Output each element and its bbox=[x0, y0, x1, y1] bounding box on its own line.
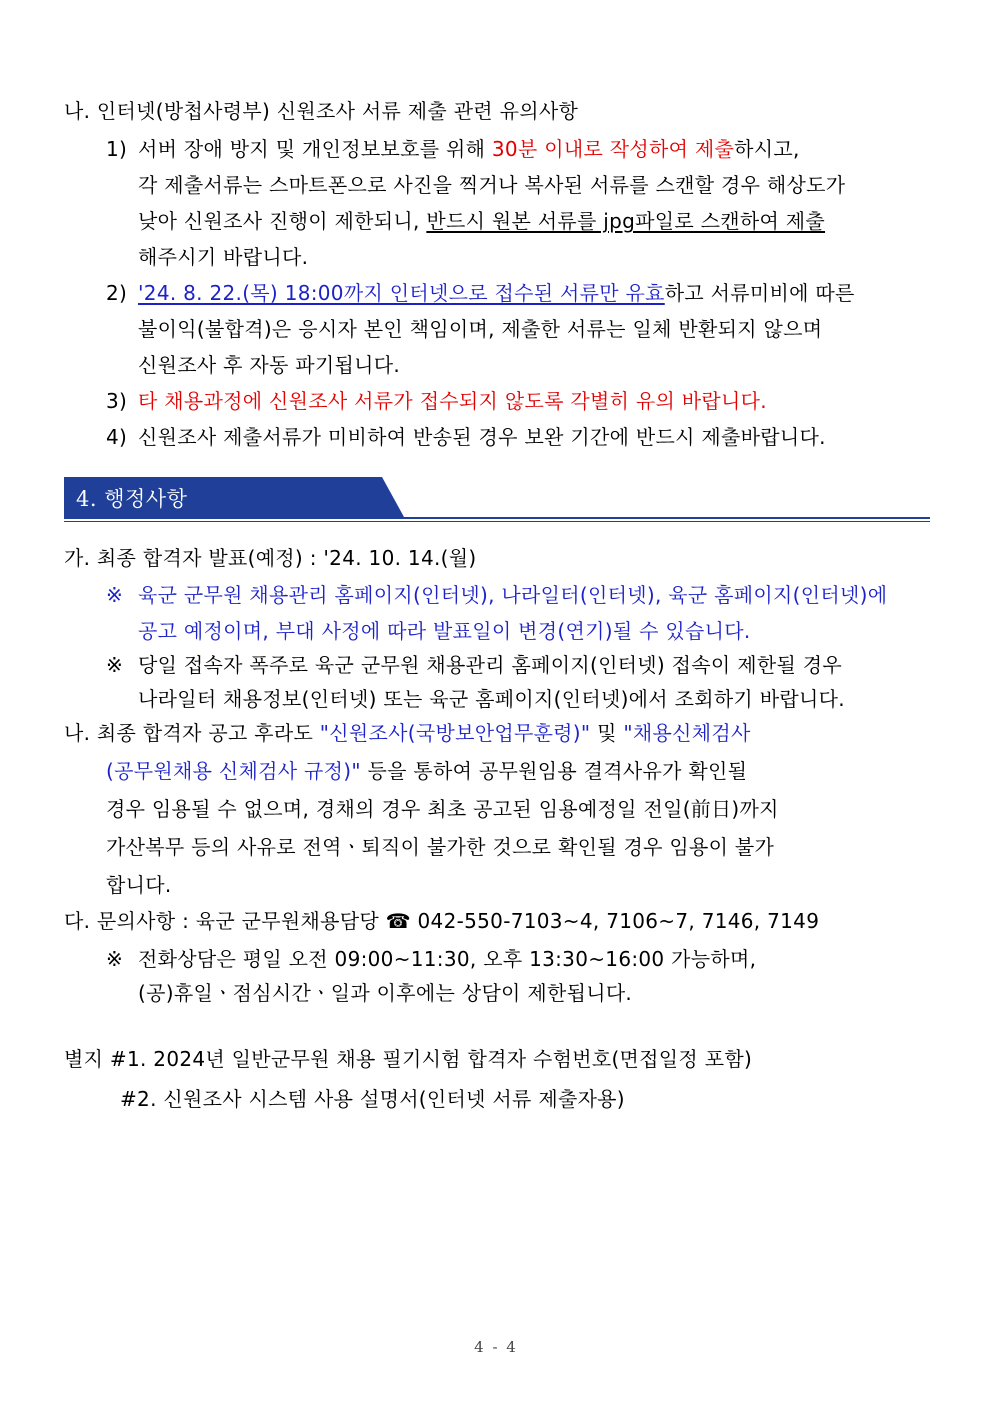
na-line2 bbox=[106, 758, 747, 784]
item1-underlined-jpg-instruction: 반드시 원본 서류를 jpg파일로 스캔하여 제출 bbox=[426, 209, 826, 233]
ga-note2-mark: ※ bbox=[106, 653, 124, 677]
item2-deadline-highlight: '24. 8. 22.(목) 18:00까지 인터넷으로 접수된 서류만 유효 bbox=[138, 281, 665, 305]
da-note-line1: 전화상담은 평일 오전 09:00~11:30, 오후 13:30~16:00 가능하며, bbox=[138, 947, 757, 971]
section-divider-thick bbox=[64, 517, 930, 519]
item1-line1-text: 서버 장애 방지 및 개인정보보호를 위해 bbox=[138, 137, 492, 161]
da-heading-contact: 다. 문의사항 : 육군 군무원채용담당 ☎ 042-550-7103~4, 7106~7, 7146, 7149 bbox=[64, 909, 820, 933]
ga-note1-line2: 공고 예정이며, 부대 사정에 따라 발표일이 변경(연기)될 수 있습니다. bbox=[138, 619, 751, 643]
ga-note2-line1: 당일 접속자 폭주로 육군 군무원 채용관리 홈페이지(인터넷) 접속이 제한될 경우 bbox=[138, 653, 842, 677]
item2-number: 2) bbox=[106, 281, 128, 305]
item4-text: 신원조사 제출서류가 미비하여 반송된 경우 보완 기간에 반드시 제출바랍니다. bbox=[138, 425, 826, 449]
na-line3: 경우 임용될 수 없으며, 경채의 경우 최초 공고된 임용예정일 전일(前日)까지 bbox=[106, 797, 779, 821]
da-note-line2: (공)휴일ㆍ점심시간ㆍ일과 이후에는 상담이 제한됩니다. bbox=[138, 981, 633, 1005]
page-number: 4 - 4 bbox=[474, 1338, 518, 1356]
section-divider-thin bbox=[64, 521, 930, 522]
na-line4: 가산복무 등의 사유로 전역ㆍ퇴직이 불가한 것으로 확인될 경우 임용이 불가 bbox=[106, 835, 775, 859]
na-regulation-security: "신원조사(국방보안업무훈령)" bbox=[319, 721, 591, 745]
item2-line1 bbox=[138, 280, 855, 306]
item1-line2: 각 제출서류는 스마트폰으로 사진을 찍거나 복사된 서류를 스캔할 경우 해상도가 bbox=[138, 173, 846, 197]
item1-line1 bbox=[138, 136, 800, 162]
na-line5: 합니다. bbox=[106, 873, 172, 897]
na-line1 bbox=[64, 720, 751, 746]
na-line1-text: 나. 최종 합격자 공고 후라도 bbox=[64, 721, 320, 745]
attachment-2: #2. 신원조사 시스템 사용 설명서(인터넷 서류 제출자용) bbox=[120, 1087, 625, 1111]
item1-line3 bbox=[138, 208, 825, 234]
na-line1-and: 및 bbox=[590, 721, 624, 745]
item2-line1-tail: 하고 서류미비에 따른 bbox=[664, 281, 855, 305]
item1-line1-tail: 하시고, bbox=[734, 137, 800, 161]
ga-note2-line2: 나라일터 채용정보(인터넷) 또는 육군 홈페이지(인터넷)에서 조회하기 바랍니다. bbox=[138, 687, 845, 711]
da-note-mark: ※ bbox=[106, 947, 124, 971]
item4-number: 4) bbox=[106, 425, 128, 449]
na-regulation-medical-end: (공무원채용 신체검사 규정)" bbox=[106, 759, 361, 783]
section-header-administrative bbox=[64, 477, 930, 521]
item1-highlight-30min: 30분 이내로 작성하여 제출 bbox=[491, 137, 735, 161]
item1-line3-text: 낮아 신원조사 진행이 제한되니, bbox=[138, 209, 427, 233]
ga-heading-announcement-date: 가. 최종 합격자 발표(예정) : '24. 10. 14.(월) bbox=[64, 546, 477, 570]
section-heading-na-background-check: 나. 인터넷(방첩사령부) 신원조사 서류 제출 관련 유의사항 bbox=[64, 99, 579, 123]
na-regulation-medical-start: "채용신체검사 bbox=[623, 721, 751, 745]
item3-number: 3) bbox=[106, 389, 128, 413]
item1-line4: 해주시기 바랍니다. bbox=[138, 245, 309, 269]
attachment-1: 별지 #1. 2024년 일반군무원 채용 필기시험 합격자 수험번호(면접일정 포함) bbox=[64, 1047, 753, 1071]
item2-line2: 불이익(불합격)은 응시자 본인 책임이며, 제출한 서류는 일체 반환되지 않으며 bbox=[138, 317, 823, 341]
item3-warning-text: 타 채용과정에 신원조사 서류가 접수되지 않도록 각별히 유의 바랍니다. bbox=[138, 389, 767, 413]
ga-note1-mark: ※ bbox=[106, 583, 124, 607]
ga-note1-line1: 육군 군무원 채용관리 홈페이지(인터넷), 나라일터(인터넷), 육군 홈페이지(인터넷)에 bbox=[138, 583, 888, 607]
section-title: 4. 행정사항 bbox=[76, 487, 188, 511]
na-line2-text: 등을 통하여 공무원임용 결격사유가 확인될 bbox=[360, 759, 748, 783]
item1-number: 1) bbox=[106, 137, 128, 161]
item2-line3: 신원조사 후 자동 파기됩니다. bbox=[138, 353, 401, 377]
